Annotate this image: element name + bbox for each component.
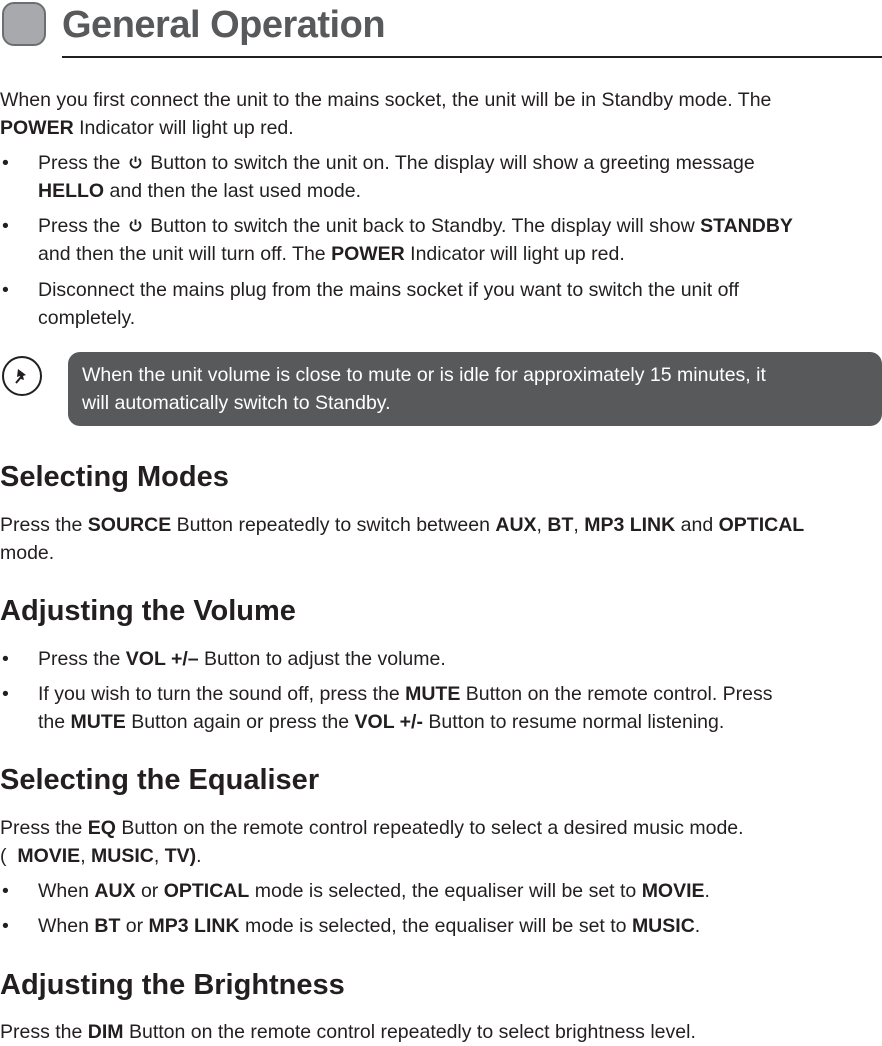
pushpin-icon — [2, 356, 42, 396]
bullet-text: and then the last used mode. — [104, 180, 362, 202]
bullet-text: . — [704, 880, 710, 902]
bullet-text: Button to switch the unit back to Standby. The display will show — [144, 215, 701, 237]
bold-eq: EQ — [87, 817, 116, 839]
note-box — [68, 352, 882, 426]
bullet-text: the — [38, 711, 71, 733]
heading-selecting-equaliser: Selecting the Equaliser — [0, 764, 320, 796]
heading-adjusting-brightness: Adjusting the Brightness — [0, 969, 345, 1001]
bold-vol: VOL +/- — [354, 711, 423, 733]
para-text: , — [536, 514, 548, 536]
bold-mute: MUTE — [405, 683, 461, 705]
bold-power: POWER — [331, 243, 405, 265]
bullet-text: When — [38, 880, 95, 902]
bullet-text: . — [694, 915, 701, 937]
intro-paragraph — [0, 86, 880, 142]
bullet-text: completely. — [38, 307, 136, 329]
bullet-dot: • — [2, 279, 9, 301]
note-line: will automatically switch to Standby. — [82, 392, 391, 414]
bold-movie: MOVIE — [641, 880, 705, 902]
bullet-text: or — [135, 880, 164, 902]
page-title: General Operation — [62, 4, 386, 46]
bold-source: SOURCE — [87, 514, 172, 536]
bold-bt: BT — [547, 514, 574, 536]
bold-optical: OPTICAL — [163, 880, 250, 902]
bold-mp3-link: MP3 LINK — [148, 915, 240, 937]
bullet-text: When — [38, 915, 95, 937]
bullet-text: mode is selected, the equaliser will be set to — [249, 880, 642, 902]
para-text: mode. — [0, 542, 55, 564]
para-text: Press the — [0, 514, 88, 536]
bullet-text: mode is selected, the equaliser will be set to — [239, 915, 632, 937]
bullet-dot: • — [2, 683, 9, 705]
bullet-dot: • — [2, 152, 9, 174]
power-icon — [128, 155, 143, 170]
bold-bt: BT — [94, 915, 121, 937]
header-rule — [62, 56, 882, 58]
brightness-paragraph — [0, 1018, 880, 1046]
heading-adjusting-volume: Adjusting the Volume — [0, 595, 296, 627]
para-text: Button on the remote control repeatedly to select brightness level. — [123, 1021, 696, 1043]
bold-standby: STANDBY — [700, 215, 793, 237]
bold-mp3-link: MP3 LINK — [584, 514, 676, 536]
para-text: Button repeatedly to switch between — [171, 514, 496, 536]
intro-text-2: Indicator will light up red. — [73, 117, 294, 139]
bullet-text: Button on the remote control. Press — [460, 683, 773, 705]
bullet-text: or — [120, 915, 149, 937]
heading-selecting-modes: Selecting Modes — [0, 461, 229, 493]
bullet-text: Press the — [38, 648, 126, 670]
bold-optical: OPTICAL — [718, 514, 805, 536]
para-text: , — [80, 845, 92, 867]
bullet-text: Button to switch the unit on. The display will show a greeting message — [144, 152, 755, 174]
page-header — [0, 0, 882, 60]
para-text: ( — [0, 845, 18, 867]
para-text: Press the — [0, 817, 88, 839]
bullet-dot: • — [2, 215, 9, 237]
para-text: Press the — [0, 1021, 88, 1043]
bullet-text: Disconnect the mains plug from the mains socket if you want to switch the unit off — [38, 279, 739, 301]
para-text: , — [573, 514, 585, 536]
intro-bold-power: POWER — [0, 117, 74, 139]
bold-aux: AUX — [94, 880, 136, 902]
bold-music: MUSIC — [91, 845, 154, 867]
equaliser-paragraph — [0, 814, 880, 870]
bold-music: MUSIC — [631, 915, 695, 937]
bullet-text: Button again or press the — [125, 711, 355, 733]
bold-movie: MOVIE — [17, 845, 81, 867]
power-icon — [128, 218, 143, 233]
bold-aux: AUX — [495, 514, 537, 536]
bullet-text: Button to resume normal listening. — [422, 711, 725, 733]
note-line: When the unit volume is close to mute or is idle for approximately 15 minutes, it — [82, 364, 766, 386]
note-text — [82, 361, 872, 417]
bullet-text: If you wish to turn the sound off, press the — [38, 683, 406, 705]
para-text: and — [675, 514, 719, 536]
bullet-text: and then the unit will turn off. The — [38, 243, 332, 265]
bullet-text: Indicator will light up red. — [404, 243, 625, 265]
bold-hello: HELLO — [38, 180, 105, 202]
bullet-dot: • — [2, 915, 9, 937]
bold-tv: TV) — [164, 845, 197, 867]
modes-paragraph — [0, 511, 880, 567]
section-badge — [2, 2, 46, 46]
bullet-dot: • — [2, 880, 9, 902]
bullet-text: Press the — [38, 215, 126, 237]
intro-text-1: When you first connect the unit to the mains socket, the unit will be in Standby mode. The — [0, 89, 772, 111]
para-text: Button on the remote control repeatedly to select a desired music mode. — [115, 817, 744, 839]
para-text: , — [153, 845, 165, 867]
para-text: . — [196, 845, 202, 867]
bullet-text: Button to adjust the volume. — [198, 648, 446, 670]
bullet-dot: • — [2, 648, 9, 670]
bold-dim: DIM — [87, 1021, 124, 1043]
bold-mute: MUTE — [70, 711, 126, 733]
bullet-text: Press the — [38, 152, 126, 174]
bold-vol: VOL +/– — [125, 648, 199, 670]
